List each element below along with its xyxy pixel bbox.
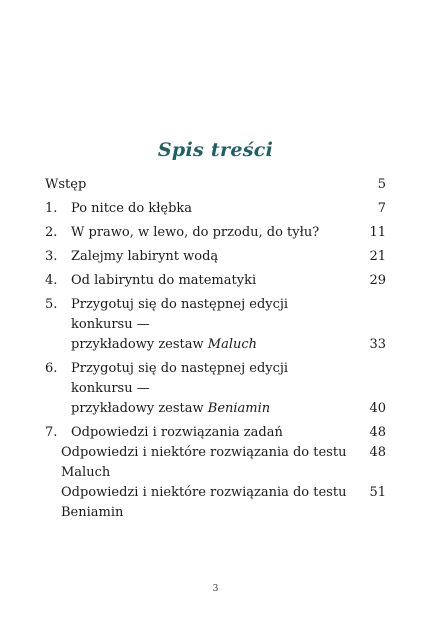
toc-entry-label: W prawo, w lewo, do przodu, do tyłu? [71, 225, 320, 240]
toc-entry-label: Odpowiedzi i rozwiązania zadań [71, 425, 283, 440]
toc-entry-label-line2 [45, 335, 386, 355]
toc-entry-wstep [45, 175, 386, 195]
toc-page-number: 51 [369, 485, 386, 500]
toc-entry-number: 3. [45, 249, 58, 264]
toc-page-number: 48 [369, 425, 386, 440]
toc-entry-label: Od labiryntu do matematyki [71, 273, 257, 288]
toc-entry-3 [45, 247, 386, 267]
toc-entry-label-line2 [45, 399, 386, 419]
toc-entry-label-line1: Przygotuj się do następnej edycji konkursu — [71, 361, 289, 396]
page-title: Spis treści [157, 139, 274, 161]
toc-entry-label-text: przykładowy zestaw [71, 337, 204, 352]
toc-entry-number: 6. [45, 361, 58, 376]
toc-entry-label: Wstęp [45, 177, 87, 192]
toc-page-number: 33 [369, 337, 386, 352]
toc-page-number: 40 [369, 401, 386, 416]
toc-entry-4 [45, 271, 386, 291]
toc-entry-number: 2. [45, 225, 58, 240]
toc-entry-label-line1: Przygotuj się do następnej edycji konkursu — [71, 297, 289, 332]
toc-entry-number: 1. [45, 201, 58, 216]
toc-page-number: 29 [369, 273, 386, 288]
toc-entry-1 [45, 199, 386, 219]
toc-entry-label-text: przykładowy zestaw [71, 401, 204, 416]
toc-page-number: 5 [377, 177, 386, 192]
toc-entry-5 [45, 295, 386, 355]
toc-entry-2 [45, 223, 386, 243]
table-of-contents [45, 175, 386, 523]
toc-page-number: 11 [369, 225, 386, 240]
toc-entry-number: 7. [45, 425, 58, 440]
toc-page-number: 7 [377, 201, 386, 216]
toc-subentry-beniamin [45, 483, 386, 523]
toc-entry-6 [45, 359, 386, 419]
toc-entry-label-italic: Beniamin [207, 401, 271, 416]
toc-page-number: 21 [369, 249, 386, 264]
toc-entry-7 [45, 423, 386, 443]
toc-entry-label: Odpowiedzi i niektóre rozwiązania do testu Beniamin [61, 485, 347, 520]
toc-entry-label: Zalejmy labirynt wodą [71, 249, 219, 264]
toc-entry-number: 5. [45, 297, 58, 312]
toc-entry-label: Odpowiedzi i niektóre rozwiązania do testu Maluch [61, 445, 347, 480]
toc-page-number: 48 [369, 445, 386, 460]
page-number-footer: 3 [212, 584, 219, 594]
toc-entry-number: 4. [45, 273, 58, 288]
toc-subentry-maluch [45, 443, 386, 483]
toc-entry-label: Po nitce do kłębka [71, 201, 193, 216]
toc-entry-label-italic: Maluch [207, 337, 258, 352]
